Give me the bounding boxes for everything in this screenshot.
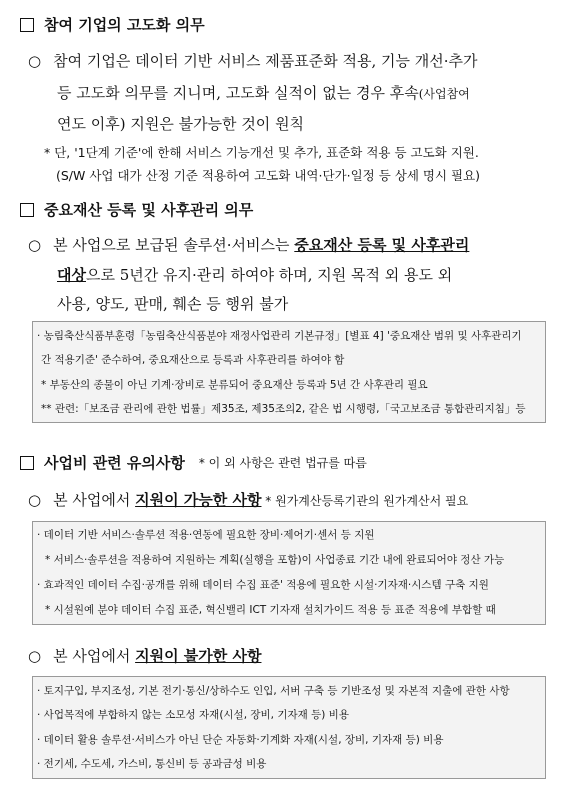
bullet-circle-icon: ○ [28, 236, 42, 254]
paragraph-line: 사용, 양도, 판매, 훼손 등 행위 불가 [57, 295, 289, 313]
section-heading-3 [20, 452, 367, 473]
reference-box [32, 321, 546, 423]
unsupported-items-box [32, 676, 546, 779]
section-title: 사업비 관련 유의사항 [44, 454, 185, 472]
box-line: * 부동산의 종물이 아닌 기계·장비로 분류되어 중요재산 등록과 5년 간 사후관리 필요 [41, 379, 428, 391]
box-line: 간 적용기준' 준수하여, 중요재산으로 등록과 사후관리를 하여야 함 [41, 354, 345, 366]
box-line: · 전기세, 수도세, 가스비, 통신비 등 공과금성 비용 [37, 758, 267, 770]
note-line: (S/W 사업 대가 산정 기준 적용하여 고도화 내역·단가·일정 등 상세 명시 필요) [56, 168, 481, 183]
paragraph-line: 연도 이후) 지원은 불가능한 것이 원칙 [57, 115, 305, 133]
note-line: * 단, '1단계 기준'에 한해 서비스 기능개선 및 추가, 표준화 적용 등 고도화 지원. [44, 145, 479, 160]
bullet-circle-icon: ○ [28, 491, 42, 509]
checkbox-square-icon [20, 456, 34, 470]
section-heading-1 [20, 14, 205, 35]
checkbox-square-icon [20, 18, 34, 32]
paragraph-line: ○ 본 사업에서 지원이 가능한 사항 * 원가계산등록기관의 원가계산서 필요 [28, 491, 469, 509]
checkbox-square-icon [20, 203, 34, 217]
box-line: · 사업목적에 부합하지 않는 소모성 자재(시설, 장비, 기자재 등) 비용 [37, 709, 349, 721]
bullet-circle-icon: ○ [28, 52, 42, 70]
supported-items-box [32, 521, 546, 625]
section-note: * 이 외 사항은 관련 법규를 따름 [198, 456, 367, 470]
paragraph-line: ○ 참여 기업은 데이터 기반 서비스 제품표준화 적용, 기능 개선·추가 [28, 52, 478, 70]
paragraph-line: ○ 본 사업에서 지원이 불가한 사항 [28, 647, 262, 665]
paragraph-line: 대상으로 5년간 유지·관리 하여야 하며, 지원 목적 외 용도 외 [57, 266, 453, 284]
section-heading-2 [20, 199, 253, 220]
paragraph-line: 등 고도화 의무를 지니며, 고도화 실적이 없는 경우 후속(사업참여 [57, 84, 470, 102]
box-line: · 데이터 기반 서비스·솔루션 적용·연동에 필요한 장비·제어기·센서 등 지원 [37, 529, 375, 541]
box-line: ** 관련:「보조금 관리에 관한 법률」제35조, 제35조의2, 같은 법 시행령,「국고보조금 통합관리지침」등 [41, 403, 526, 415]
box-line: * 서비스·솔루션을 적용하여 지원하는 계획(실행을 포함)이 사업종료 기간 내에 완료되어야 정산 가능 [45, 554, 505, 566]
box-line: · 데이터 활용 솔루션·서비스가 아닌 단순 자동화·기계화 자재(시설, 장비, 기자재 등) 비용 [37, 734, 444, 746]
bullet-circle-icon: ○ [28, 647, 42, 665]
section-title: 참여 기업의 고도화 의무 [44, 16, 205, 34]
box-line: · 농림축산식품부훈령「농림축산식품분야 재정사업관리 기본규정」[별표 4] '중요재산 범위 및 사후관리기 [37, 330, 522, 342]
section-title: 중요재산 등록 및 사후관리 의무 [44, 201, 254, 219]
paragraph-line: ○ 본 사업으로 보급된 솔루션·서비스는 중요재산 등록 및 사후관리 [28, 236, 470, 254]
box-line: · 토지구입, 부지조성, 기본 전기·통신/상하수도 인입, 서버 구축 등 기반조성 및 자본적 지출에 관한 사항 [37, 685, 510, 697]
box-line: * 시설원예 분야 데이터 수집 표준, 혁신밸리 ICT 기자재 설치가이드 적용 등 표준 적용에 부합할 때 [45, 604, 496, 616]
box-line: · 효과적인 데이터 수집·공개를 위해 데이터 수집 표준' 적용에 필요한 시설·기자재·시스템 구축 지원 [37, 579, 489, 591]
